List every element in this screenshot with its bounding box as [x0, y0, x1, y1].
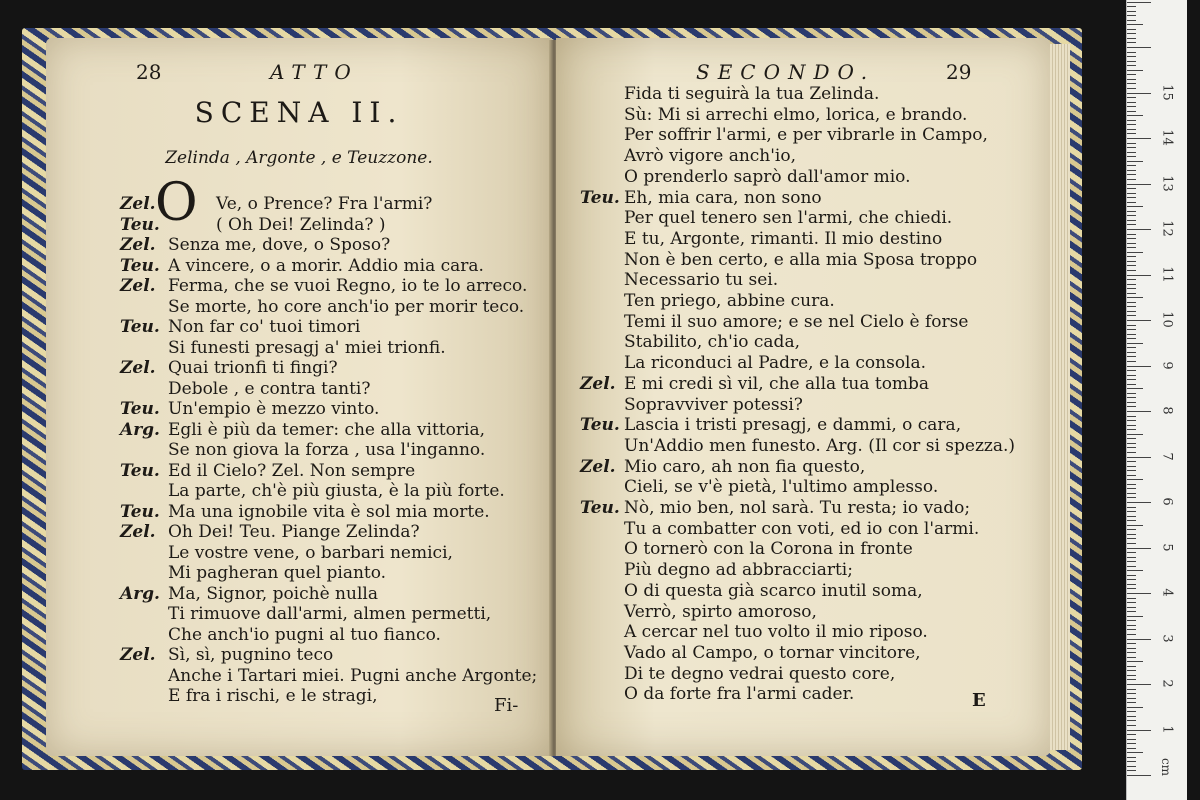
verse-text: Mi pagheran quel pianto. — [168, 563, 387, 583]
verse-text: Ve, o Prence? Fra l'armi? — [216, 194, 433, 214]
verse-text: Oh Dei! Teu. Piange Zelinda? — [168, 522, 420, 542]
verse-text: Per quel tenero sen l'armi, che chiedi. — [624, 208, 953, 229]
ruler-tick — [1127, 561, 1136, 562]
ruler-tick — [1127, 11, 1136, 12]
ruler-tick — [1127, 634, 1136, 635]
ruler-tick — [1127, 602, 1136, 603]
ruler-tick — [1127, 479, 1143, 480]
verse-text: Per soffrir l'armi, e per vibrarle in Campo, — [624, 125, 988, 146]
ruler-number: 7 — [1159, 451, 1175, 461]
ruler-tick — [1127, 507, 1136, 508]
verse-text: O da forte fra l'armi cader. — [624, 684, 855, 705]
ruler-tick — [1127, 502, 1151, 503]
signature-mark: E — [972, 690, 986, 711]
ruler-tick — [1127, 588, 1136, 589]
ruler-tick — [1127, 739, 1136, 740]
ruler-tick — [1127, 102, 1136, 103]
ruler-tick — [1127, 529, 1136, 530]
verse-text: Più degno ad abbracciarti; — [624, 560, 853, 581]
ruler-tick — [1127, 452, 1136, 453]
speaker-label: Teu. — [580, 415, 620, 436]
verse-text: Ti rimuove dall'armi, almen permetti, — [168, 604, 492, 624]
verse-text: Ma una ignobile vita è sol mia morte. — [168, 501, 490, 522]
ruler-number: 14 — [1159, 129, 1175, 146]
speaker-label: Zel. — [120, 194, 156, 214]
verse-text: E fra i rischi, e le stragi, — [168, 686, 378, 706]
ruler-tick — [1127, 315, 1136, 316]
speaker-label: Zel. — [120, 276, 156, 296]
ruler-tick — [1127, 598, 1136, 599]
speaker-label: Teu. — [120, 214, 160, 235]
ruler-tick — [1127, 693, 1136, 694]
ruler-tick — [1127, 393, 1136, 394]
ruler-tick — [1127, 711, 1136, 712]
ruler-tick — [1127, 42, 1136, 43]
speaker-label: Teu. — [580, 187, 620, 208]
ruler-tick — [1127, 770, 1136, 771]
ruler-tick — [1127, 707, 1143, 708]
ruler-tick — [1127, 238, 1136, 239]
ruler-tick — [1127, 538, 1136, 539]
ruler-tick — [1127, 652, 1136, 653]
verse-text: Temi il suo amore; e se nel Cielo è forse — [624, 311, 969, 332]
speaker-label: Zel. — [120, 522, 156, 542]
ruler-tick — [1127, 406, 1136, 407]
verse-text: A vincere, o a morir. Addio mia cara. — [168, 255, 484, 276]
ruler-tick — [1127, 220, 1136, 221]
ruler-number: 5 — [1159, 542, 1175, 552]
verse-text: Mio caro, ah non fia questo, — [624, 456, 866, 477]
right-page — [556, 38, 1050, 756]
ruler-tick — [1127, 438, 1136, 439]
ruler-tick — [1127, 215, 1136, 216]
ruler-tick — [1127, 461, 1136, 462]
ruler-tick — [1127, 347, 1136, 348]
ruler-tick — [1127, 320, 1151, 321]
verse-text: Ten priego, abbine cura. — [624, 291, 835, 311]
verse-text: Se morte, ho core anch'io per morir teco. — [168, 296, 525, 317]
ruler-tick — [1127, 352, 1136, 353]
verse-text: La riconduci al Padre, e la consola. — [624, 353, 927, 374]
ruler-number: 11 — [1159, 265, 1175, 283]
ruler-tick — [1127, 607, 1136, 608]
ruler-tick — [1127, 284, 1136, 285]
verse-text: Ma, Signor, poichè nulla — [168, 583, 378, 604]
ruler-tick — [1127, 6, 1136, 7]
ruler-tick — [1127, 466, 1136, 467]
verse-text: Non è ben certo, e alla mia Sposa troppo — [624, 249, 978, 270]
ruler-tick — [1127, 611, 1136, 612]
ruler-tick — [1127, 288, 1136, 289]
ruler-tick — [1127, 720, 1136, 721]
ruler-tick — [1127, 138, 1151, 139]
verse-text: Sopravviver potessi? — [624, 394, 803, 415]
ruler-tick — [1127, 379, 1136, 380]
ruler-tick — [1127, 234, 1136, 235]
ruler-tick — [1127, 65, 1136, 66]
ruler-tick — [1127, 411, 1151, 412]
ruler-tick — [1127, 270, 1136, 271]
ruler-tick — [1127, 297, 1143, 298]
ruler-tick — [1127, 343, 1143, 344]
speaker-label: Zel. — [120, 358, 156, 378]
speaker-label: Zel. — [580, 456, 616, 477]
verse-text: ( Oh Dei! Zelinda? ) — [216, 214, 386, 235]
ruler-tick — [1127, 338, 1136, 339]
verse-text: Sì, sì, pugnino teco — [168, 645, 334, 665]
ruler-tick — [1127, 129, 1136, 130]
ruler-tick — [1127, 174, 1136, 175]
ruler-tick — [1127, 775, 1151, 776]
ruler-tick — [1127, 229, 1151, 230]
ruler-tick — [1127, 47, 1151, 48]
ruler-tick — [1127, 334, 1136, 335]
ruler-tick — [1127, 165, 1136, 166]
ruler-tick — [1127, 397, 1136, 398]
ruler-tick — [1127, 629, 1136, 630]
ruler-number: 13 — [1159, 174, 1175, 192]
ruler-tick — [1127, 124, 1136, 125]
ruler-tick — [1127, 325, 1136, 326]
verse-text: E mi credi sì vil, che alla tua tomba — [624, 373, 930, 394]
ruler-number: 1 — [1159, 724, 1175, 734]
ruler-tick — [1127, 197, 1136, 198]
ruler-tick — [1127, 56, 1136, 57]
ruler-number: 6 — [1159, 497, 1175, 506]
ruler-number: 12 — [1159, 220, 1175, 237]
ruler-tick — [1127, 625, 1136, 626]
ruler-tick — [1127, 302, 1136, 303]
ruler-tick — [1127, 757, 1136, 758]
ruler-tick — [1127, 156, 1136, 157]
verse-text: Cieli, se v'è pietà, l'ultimo amplesso. — [624, 477, 939, 498]
verse-text: O prenderlo saprò dall'amor mio. — [624, 166, 911, 187]
ruler-tick — [1127, 752, 1143, 753]
ruler-tick — [1127, 520, 1136, 521]
ruler-number: 10 — [1159, 311, 1175, 328]
verse-text: Debole , e contra tanti? — [168, 378, 371, 399]
verse-text: Lascia i tristi presagj, e dammi, o cara, — [624, 415, 962, 436]
ruler-tick — [1127, 61, 1136, 62]
ruler-tick — [1127, 206, 1143, 207]
ruler-tick — [1127, 689, 1136, 690]
verse-text: Tu a combatter con voti, ed io con l'armi. — [624, 518, 980, 539]
ruler-tick — [1127, 416, 1136, 417]
ruler-tick — [1127, 361, 1136, 362]
ruler-tick — [1127, 179, 1136, 180]
measuring-ruler — [1126, 0, 1187, 800]
verse-text: Anche i Tartari miei. Pugni anche Argonte; — [168, 665, 538, 686]
verse-text: Le vostre vene, o barbari nemici, — [168, 542, 453, 563]
ruler-tick — [1127, 643, 1136, 644]
ruler-tick — [1127, 766, 1136, 767]
ruler-tick — [1127, 375, 1136, 376]
ruler-tick — [1127, 670, 1136, 671]
ruler-tick — [1127, 525, 1143, 526]
ruler-tick — [1127, 579, 1136, 580]
ruler-tick — [1127, 475, 1136, 476]
verse-text: Sù: Mi si arrechi elmo, lorica, e brando. — [624, 104, 968, 125]
speaker-label: Teu. — [580, 498, 620, 518]
ruler-tick — [1127, 293, 1136, 294]
ruler-tick — [1127, 470, 1136, 471]
ruler-tick — [1127, 716, 1136, 717]
ruler-tick — [1127, 106, 1136, 107]
ruler-tick — [1127, 356, 1136, 357]
ruler-tick — [1127, 748, 1136, 749]
ruler-tick — [1127, 425, 1136, 426]
speaker-label: Zel. — [120, 235, 156, 255]
ruler-tick — [1127, 429, 1136, 430]
ruler-tick — [1127, 193, 1136, 194]
ruler-tick — [1127, 88, 1136, 89]
ruler-tick — [1127, 211, 1136, 212]
ruler-tick — [1127, 616, 1143, 617]
speaker-label: Teu. — [120, 460, 160, 481]
ruler-tick — [1127, 511, 1136, 512]
page-edges — [1050, 44, 1070, 750]
ruler-tick — [1127, 620, 1136, 621]
ruler-tick — [1127, 497, 1136, 498]
verse-text: E tu, Argonte, rimanti. Il mio destino — [624, 228, 943, 249]
running-head: ATTO — [270, 60, 359, 84]
ruler-tick — [1127, 202, 1136, 203]
ruler-tick — [1127, 2, 1151, 3]
ruler-number: 2 — [1159, 679, 1175, 688]
characters-line: Zelinda , Argonte , e Teuzzone. — [165, 148, 433, 168]
verse-text: Che anch'io pugni al tuo fianco. — [168, 624, 441, 645]
ruler-tick — [1127, 557, 1136, 558]
verse-text: Ferma, che se vuoi Regno, io te lo arreco. — [168, 276, 528, 296]
ruler-tick — [1127, 306, 1136, 307]
ruler-tick — [1127, 52, 1136, 53]
ruler-tick — [1127, 329, 1136, 330]
verse-text: Avrò vigore anch'io, — [624, 146, 797, 167]
ruler-tick — [1127, 143, 1136, 144]
ruler-tick — [1127, 184, 1151, 185]
ruler-tick — [1127, 133, 1136, 134]
ruler-tick — [1127, 279, 1136, 280]
ruler-tick — [1127, 115, 1143, 116]
ruler-tick — [1127, 447, 1136, 448]
ruler-tick — [1127, 679, 1136, 680]
ruler-tick — [1127, 420, 1136, 421]
verse-text: Non far co' tuoi timori — [168, 317, 361, 337]
ruler-tick — [1127, 593, 1151, 594]
ruler-tick — [1127, 275, 1151, 276]
ruler-tick — [1127, 384, 1136, 385]
speaker-label: Teu. — [120, 255, 160, 276]
ruler-tick — [1127, 24, 1143, 25]
verse-text: Vado al Campo, o tornar vincitore, — [624, 642, 921, 663]
speaker-label: Teu. — [120, 317, 160, 337]
ruler-tick — [1127, 698, 1136, 699]
ruler-tick — [1127, 70, 1143, 71]
ruler-tick — [1127, 224, 1136, 225]
ruler-tick — [1127, 684, 1151, 685]
ruler-number: 15 — [1159, 83, 1175, 101]
verse-text: Eh, mia cara, non sono — [624, 187, 822, 208]
ruler-tick — [1127, 734, 1136, 735]
ruler-tick — [1127, 188, 1136, 189]
ruler-tick — [1127, 243, 1136, 244]
ruler-tick — [1127, 488, 1136, 489]
ruler-tick — [1127, 388, 1143, 389]
ruler-tick — [1127, 443, 1136, 444]
catchword: Fi- — [494, 695, 519, 716]
verse-text: Necessario tu sei. — [624, 270, 779, 291]
ruler-tick — [1127, 38, 1136, 39]
ruler-number: 8 — [1159, 406, 1175, 415]
ruler-number: 4 — [1159, 588, 1175, 597]
ruler-tick — [1127, 493, 1136, 494]
ruler-tick — [1127, 170, 1136, 171]
verse-text: A cercar nel tuo volto il mio riposo. — [624, 622, 928, 643]
scene-title: SCENA II. — [194, 96, 404, 129]
ruler-tick — [1127, 661, 1143, 662]
ruler-tick — [1127, 161, 1143, 162]
ruler-tick — [1127, 566, 1136, 567]
verse-text: O di questa già scarco inutil soma, — [624, 580, 923, 601]
ruler-tick — [1127, 575, 1136, 576]
speaker-label: Zel. — [120, 645, 156, 665]
ruler-tick — [1127, 639, 1151, 640]
ruler-tick — [1127, 93, 1151, 94]
page-number: 29 — [946, 60, 972, 84]
speaker-label: Arg. — [120, 583, 160, 604]
ruler-tick — [1127, 120, 1136, 121]
ruler-tick — [1127, 543, 1136, 544]
ruler-tick — [1127, 152, 1136, 153]
ruler-tick — [1127, 366, 1151, 367]
ruler-tick — [1127, 247, 1136, 248]
ruler-tick — [1127, 457, 1151, 458]
ruler-tick — [1127, 725, 1136, 726]
ruler-tick — [1127, 534, 1136, 535]
ruler-tick — [1127, 434, 1143, 435]
verse-text: Verrò, spirto amoroso, — [624, 601, 817, 622]
ruler-tick — [1127, 657, 1136, 658]
verse-text: Di te degno vedrai questo core, — [624, 663, 896, 684]
ruler-tick — [1127, 552, 1136, 553]
left-page — [46, 38, 552, 756]
verse-text: Nò, mio ben, nol sarà. Tu resta; io vado; — [624, 498, 971, 518]
ruler-tick — [1127, 74, 1136, 75]
ruler-tick — [1127, 761, 1136, 762]
ruler-tick — [1127, 730, 1151, 731]
ruler-tick — [1127, 20, 1136, 21]
ruler-tick — [1127, 311, 1136, 312]
speaker-label: Zel. — [580, 373, 616, 394]
ruler-tick — [1127, 111, 1136, 112]
ruler-tick — [1127, 570, 1143, 571]
verse-text: Senza me, dove, o Sposo? — [168, 235, 391, 255]
verse-text: Un'Addio men funesto. Arg. (Il cor si spezza.) — [624, 435, 1016, 456]
ruler-tick — [1127, 648, 1136, 649]
verse-text: O tornerò con la Corona in fronte — [624, 539, 913, 560]
verse-text: Fida ti seguirà la tua Zelinda. — [624, 84, 880, 104]
ruler-tick — [1127, 252, 1143, 253]
ruler-tick — [1127, 256, 1136, 257]
ruler-tick — [1127, 97, 1136, 98]
ruler-tick — [1127, 702, 1136, 703]
verse-text: Se non giova la forza , usa l'inganno. — [168, 440, 486, 460]
ruler-tick — [1127, 484, 1136, 485]
verse-text: Un'empio è mezzo vinto. — [168, 399, 380, 419]
ruler-tick — [1127, 33, 1136, 34]
running-head: SECONDO. — [696, 60, 876, 84]
ruler-unit: cm — [1159, 757, 1174, 777]
ruler-tick — [1127, 402, 1136, 403]
ruler-tick — [1127, 83, 1136, 84]
ruler-tick — [1127, 261, 1136, 262]
speaker-label: Teu. — [120, 399, 160, 419]
verse-text: Egli è più da temer: che alla vittoria, — [168, 419, 485, 440]
ruler-tick — [1127, 666, 1136, 667]
verse-text: Stabilito, ch'io cada, — [624, 332, 800, 353]
page-number: 28 — [136, 60, 162, 84]
verse-text: Quai trionfi ti fingi? — [168, 358, 338, 378]
ruler-number: 3 — [1159, 633, 1175, 643]
verse-text: Ed il Cielo? Zel. Non sempre — [168, 460, 416, 481]
verse-text: Si funesti presagj a' miei trionfi. — [168, 337, 446, 358]
ruler-tick — [1127, 370, 1136, 371]
verse-text: La parte, ch'è più giusta, è la più forte. — [168, 481, 505, 501]
ruler-tick — [1127, 743, 1136, 744]
speaker-label: Teu. — [120, 501, 160, 522]
ruler-tick — [1127, 584, 1136, 585]
ruler-tick — [1127, 29, 1136, 30]
ruler-tick — [1127, 15, 1136, 16]
ruler-tick — [1127, 516, 1136, 517]
ruler-tick — [1127, 265, 1136, 266]
ruler-tick — [1127, 675, 1136, 676]
ruler-tick — [1127, 79, 1136, 80]
ruler-tick — [1127, 548, 1151, 549]
speaker-label: Arg. — [120, 419, 160, 440]
drop-cap: O — [155, 173, 198, 233]
ruler-number: 9 — [1159, 360, 1175, 370]
ruler-tick — [1127, 147, 1136, 148]
